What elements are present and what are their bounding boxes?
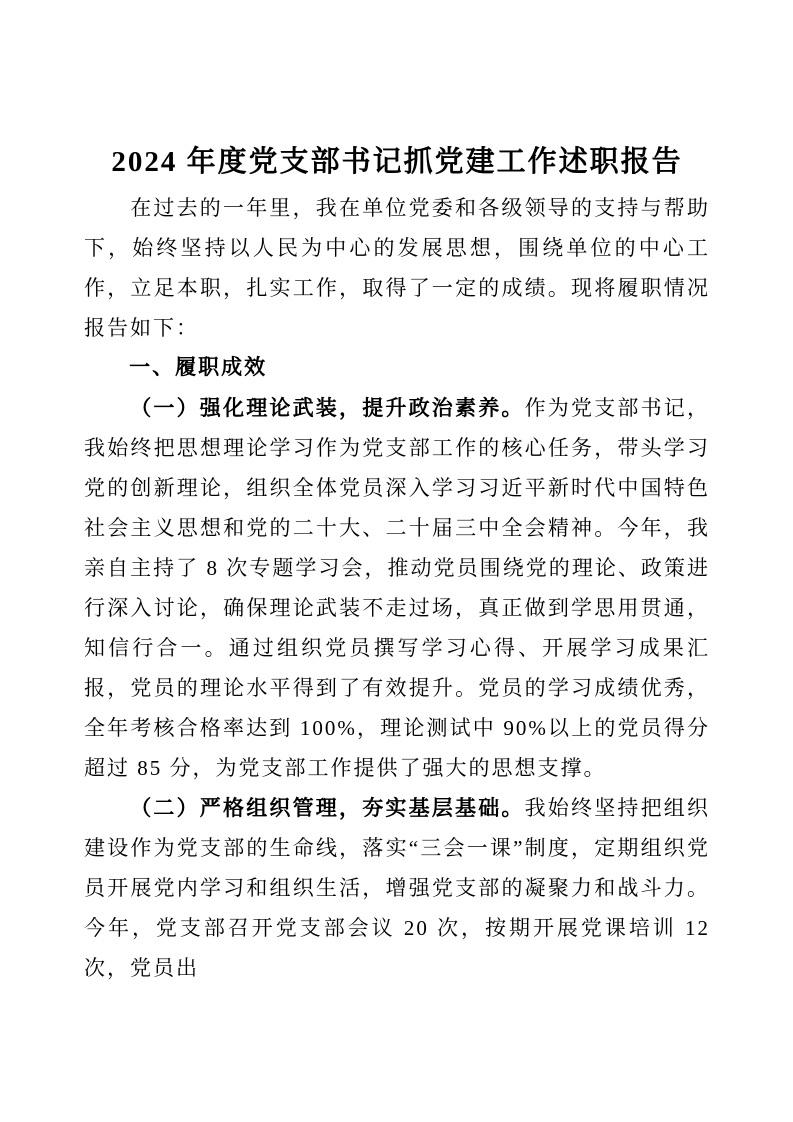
- paragraph-section-1-text: 作为党支部书记，我始终把思想理论学习作为党支部工作的核心任务，带头学习党的创新理论，组织全体党员深入学习习近平新时代中国特色社会主义思想和党的二十大、二十届三中全会精神。今年，我亲自主持了 8 次专题学习会，推动党员围绕党的理论、政策进行深入讨论，确保理论武装不走过场，真正做到学思用贯通，知信行合一。通过组织党员撰写学习心得、开展学习成果汇报，党员的理论水平得到了有效提升。党员的学习成绩优秀，全年考核合格率达到 100%，理论测试中 90%以上的党员得分超过 85 分，为党支部工作提供了强大的思想支撑。: [84, 396, 711, 780]
- paragraph-section-1: [84, 388, 710, 788]
- section-heading-performance: 一、履职成效: [129, 356, 268, 379]
- paragraph-section-2-lead: （二）严格组织管理，夯实基层基础。: [130, 796, 525, 820]
- paragraph-section-2: [84, 788, 710, 988]
- paragraph-section-1-lead: （一）强化理论武装，提升政治素养。: [130, 396, 525, 420]
- paragraph-intro: 在过去的一年里，我在单位党委和各级领导的支持与帮助下，始终坚持以人民为中心的发展思想，围绕单位的中心工作，立足本职，扎实工作，取得了一定的成绩。现将履职情况报告如下：: [84, 196, 710, 340]
- document-title: 2024 年度党支部书记抓党建工作述职报告: [111, 146, 683, 178]
- paragraph-section-2-text: 我始终坚持把组织建设作为党支部的生命线，落实“三会一课”制度，定期组织党员开展党内学习和组织生活，增强党支部的凝聚力和战斗力。今年，党支部召开党支部会议 20 次，按期开展党课培训 12 次，党员出: [84, 796, 711, 980]
